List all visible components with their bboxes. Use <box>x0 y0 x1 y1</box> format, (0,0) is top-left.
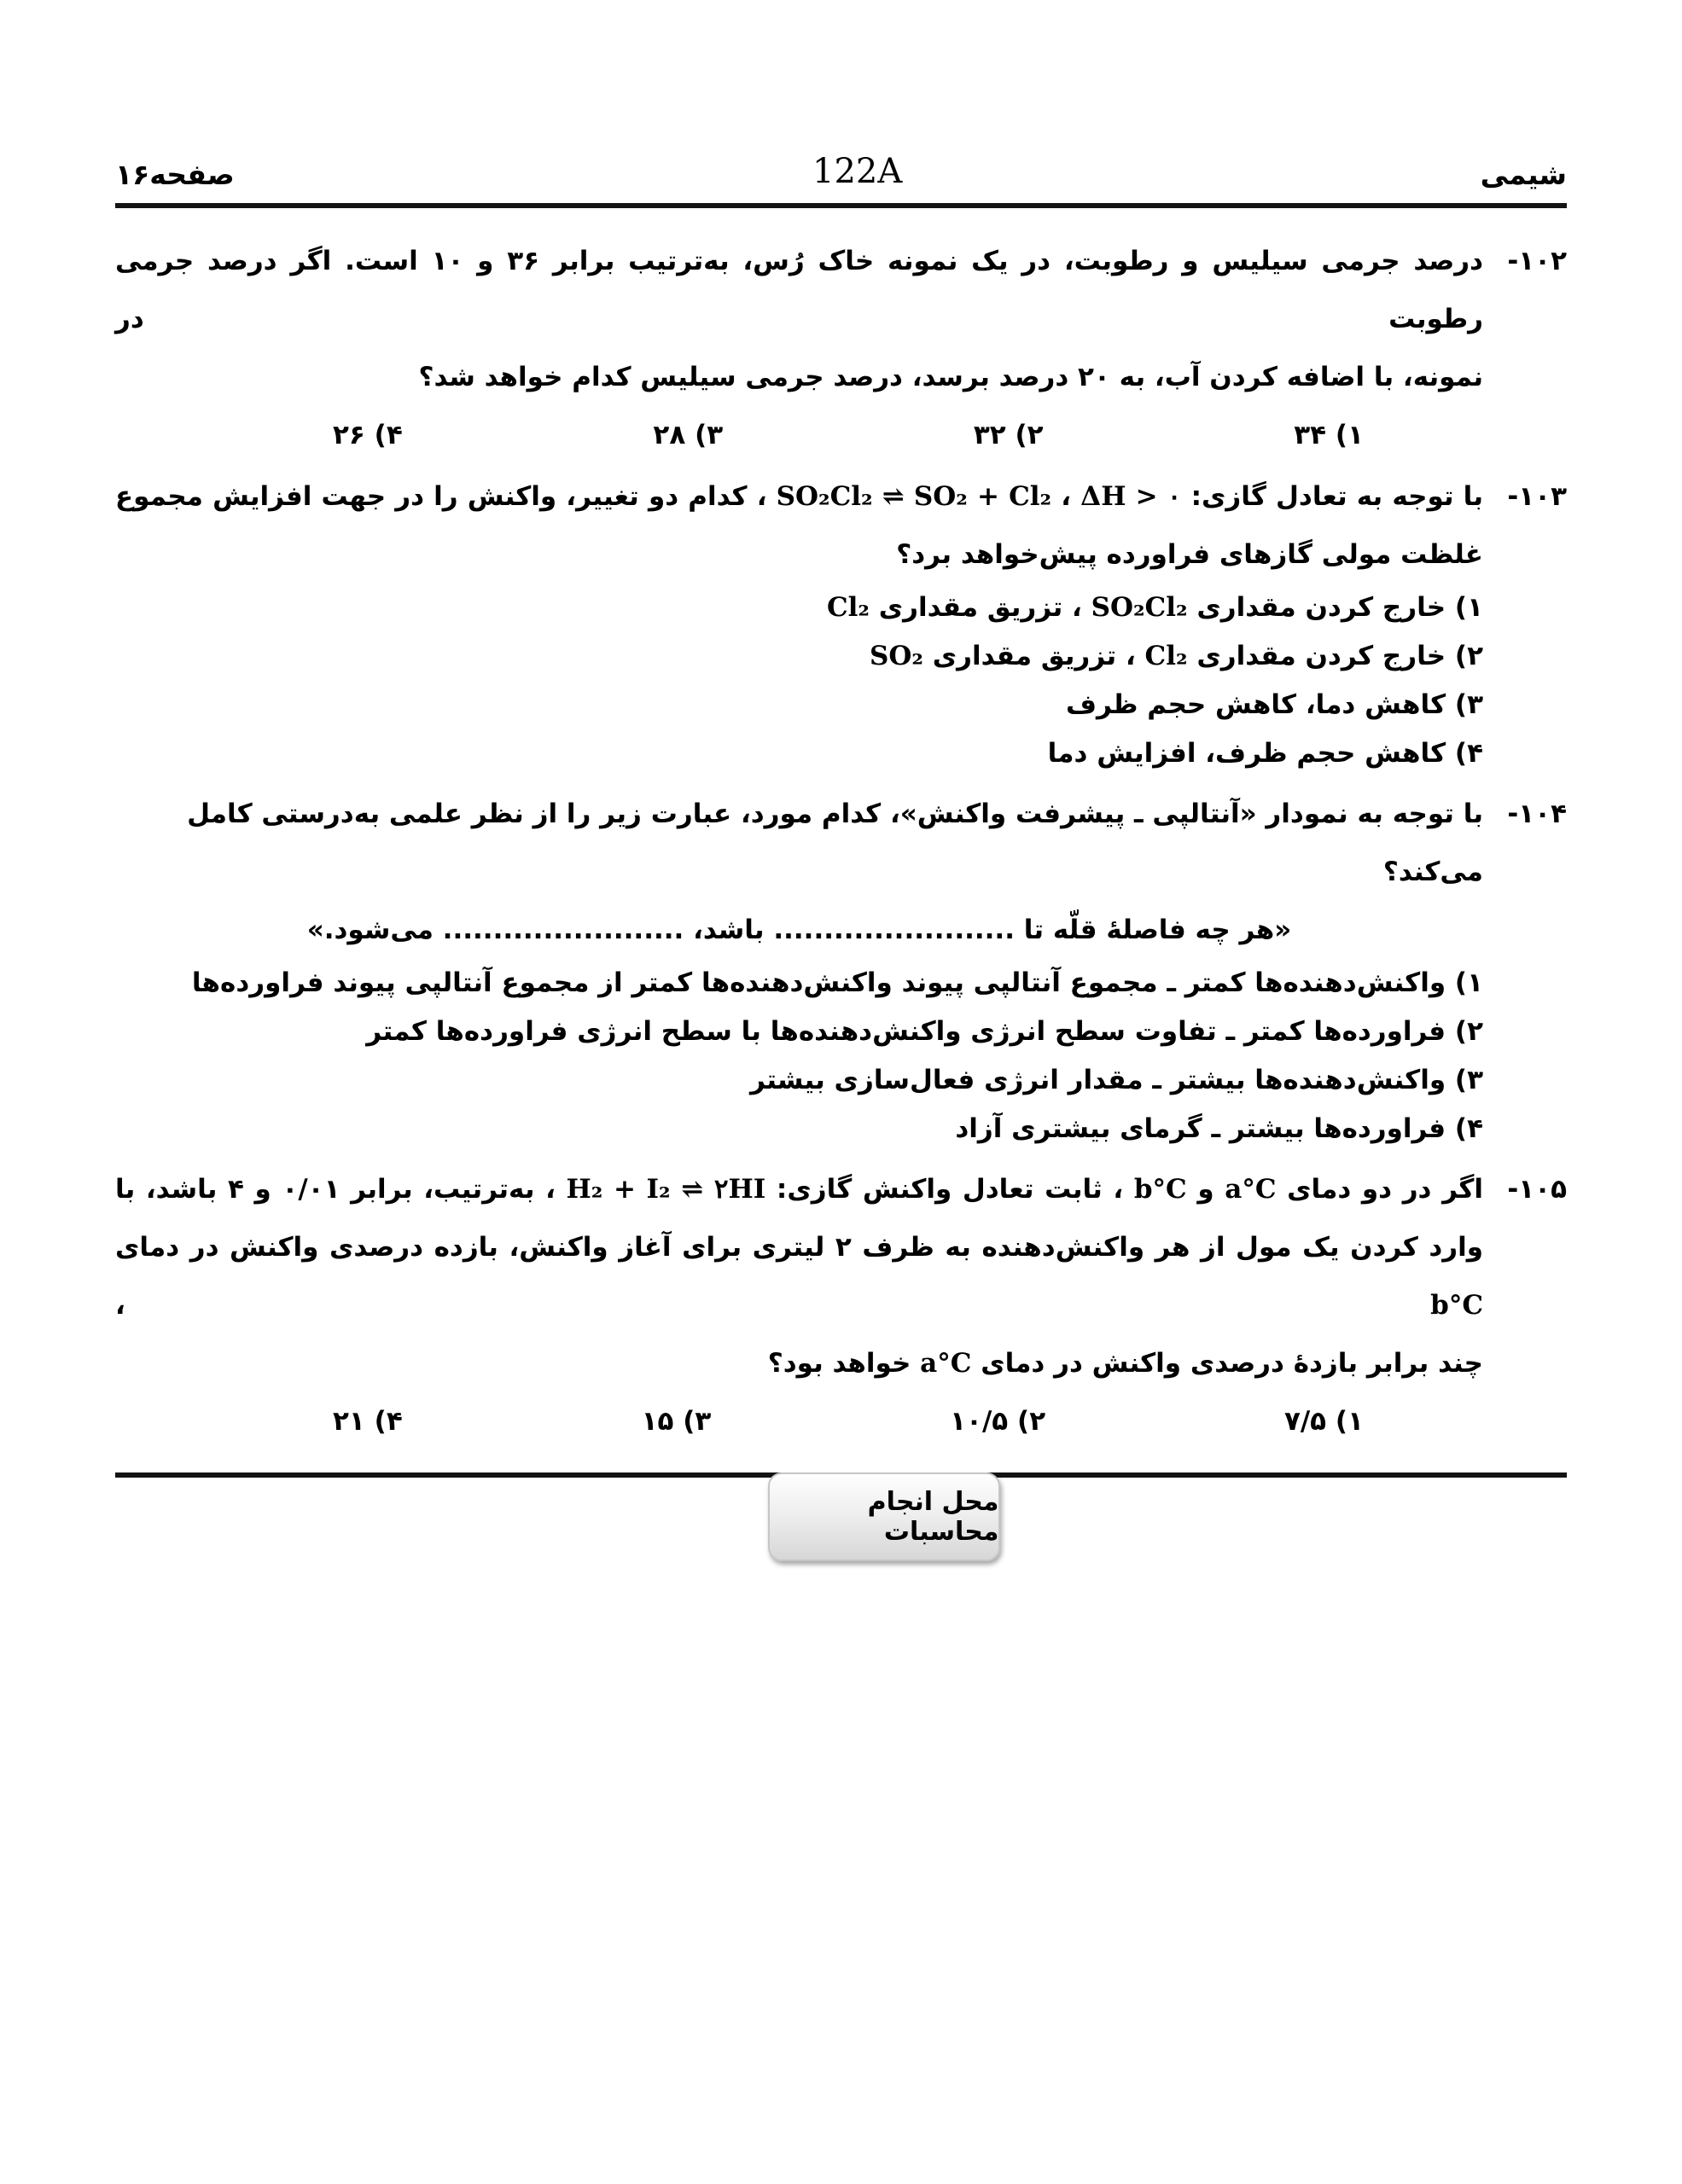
option-marker: ۳) <box>1454 1065 1483 1095</box>
option-marker: ۱) <box>1335 420 1364 450</box>
question-text: اگر در دو دمای <box>1287 1174 1484 1205</box>
question-text-line: درصد جرمی سیلیس و رطوبت، در یک نمونه خاک رُس، به‌ترتیب برابر ۳۶ و ۱۰ است. اگر درصد جرمی رطوبت در <box>115 246 1483 334</box>
question-text-line <box>115 1218 1483 1334</box>
option-marker: ۴) <box>374 420 403 450</box>
page-footer <box>115 1472 1567 1583</box>
page-number: صفحه۱۶ <box>115 158 235 191</box>
option-text: خارج کردن مقداری <box>1196 641 1446 671</box>
temperature-b: b°C <box>1430 1290 1483 1321</box>
page-header <box>115 0 1567 191</box>
option-marker: ۳) <box>683 1406 712 1437</box>
option-marker: ۴) <box>374 1406 403 1437</box>
question-text: خواهد بود؟ <box>767 1348 911 1379</box>
option-text: خارج کردن مقداری <box>1196 592 1446 623</box>
option-marker: ۲) <box>1015 420 1044 450</box>
option-text: فراورده‌ها بیشتر ـ گرمای بیشتری آزاد <box>955 1113 1446 1144</box>
temperature-a: a°C <box>1225 1174 1277 1205</box>
option-text: ۲۶ <box>333 420 365 450</box>
option-marker: ۱) <box>1454 967 1483 998</box>
option-marker: ۱) <box>1454 592 1483 623</box>
option-1 <box>1294 410 1364 461</box>
option-3 <box>115 1056 1483 1105</box>
question-text: ، کدام دو تغییر، واکنش را در جهت افزایش مجموع <box>115 481 767 512</box>
option-text: ۲۱ <box>333 1406 365 1437</box>
question-text-line <box>115 468 1483 526</box>
option-marker: ۲) <box>1454 1016 1483 1047</box>
option-marker: ۴) <box>1454 1113 1483 1144</box>
option-4 <box>333 1396 403 1447</box>
question-text-line: نمونه، با اضافه کردن آب، به ۲۰ درصد برسد، درصد جرمی سیلیس کدام خواهد شد؟ <box>418 362 1483 392</box>
option-2 <box>115 1008 1483 1056</box>
question-number: ۱۰۳- <box>1507 481 1567 512</box>
chemical-formula: Cl₂ <box>826 592 870 623</box>
option-4 <box>115 1105 1483 1153</box>
question-text-line: غلظت مولی گازهای فراورده پیش‌خواهد برد؟ <box>896 539 1483 570</box>
option-text: کاهش دما، کاهش حجم ظرف <box>1065 689 1446 720</box>
option-marker: ۲) <box>1454 641 1483 671</box>
option-2 <box>974 410 1044 461</box>
options-row <box>115 1396 1483 1447</box>
option-text: ۷/۵ <box>1283 1406 1327 1437</box>
question-text: ، ثابت تعادل واکنش گازی: <box>776 1174 1124 1205</box>
option-text: ۲۸ <box>653 420 686 450</box>
question-text: با توجه به تعادل گازی: <box>1190 481 1483 512</box>
question-body <box>115 785 1483 1153</box>
equilibrium-equation: SO₂Cl₂ ⇌ SO₂ + Cl₂ <box>776 481 1052 512</box>
option-text: ۱۰/۵ <box>950 1406 1009 1437</box>
booklet-code: 122A <box>812 152 903 191</box>
question-102 <box>115 232 1567 461</box>
option-marker: ۳) <box>695 420 724 450</box>
option-marker: ۲) <box>1017 1406 1046 1437</box>
chemical-formula: SO₂Cl₂ <box>1091 592 1188 623</box>
option-3 <box>115 681 1483 729</box>
option-marker: ۴) <box>1454 738 1483 769</box>
fill-in-blank-line: «هر چه فاصلۀ قلّه تا ........................ باشد، ........................ می‌شود.» <box>306 915 1292 945</box>
equilibrium-equation: H₂ + I₂ ⇌ ۲HI <box>566 1174 766 1205</box>
question-number: ۱۰۴- <box>1507 799 1567 829</box>
option-text: ، تزریق مقداری <box>878 592 1082 623</box>
question-105 <box>115 1160 1567 1447</box>
option-1 <box>115 959 1483 1008</box>
option-3 <box>653 410 723 461</box>
question-text: ، به‌ترتیب، برابر ۰/۰۱ و ۴ باشد، با <box>115 1174 556 1205</box>
question-text: وارد کردن یک مول از هر واکنش‌دهنده به ظرف ۲ لیتری برای آغاز واکنش، بازده درصدی واکنش در دمای <box>115 1232 1484 1263</box>
option-text: واکنش‌دهنده‌ها کمتر ـ مجموع آنتالپی پیوند واکنش‌دهنده‌ها کمتر از مجموع آنتالپی پیوند فراورده‌ها <box>191 967 1446 998</box>
options-row <box>115 410 1483 461</box>
question-body <box>115 232 1483 461</box>
subject-title: شیمی <box>1480 158 1567 191</box>
question-103 <box>115 468 1567 778</box>
option-4 <box>115 729 1483 778</box>
calculation-area-badge <box>768 1472 1000 1561</box>
option-text: واکنش‌دهنده‌ها بیشتر ـ مقدار انرژی فعال‌سازی بیشتر <box>749 1065 1446 1095</box>
chemical-formula: SO₂ <box>869 641 923 671</box>
option-text: ۱۵ <box>641 1406 674 1437</box>
question-number: ۱۰۲- <box>1507 246 1567 276</box>
option-1 <box>115 584 1483 632</box>
question-104 <box>115 785 1567 1153</box>
option-marker: ۱) <box>1335 1406 1364 1437</box>
option-text: ۳۴ <box>1294 420 1327 450</box>
question-text: ، <box>115 1290 125 1321</box>
comma-separator: ، <box>1061 481 1072 512</box>
calculation-area-label: محل انجام محاسبات <box>867 1487 999 1547</box>
question-text-line <box>115 1334 1483 1392</box>
temperature-a: a°C <box>920 1348 972 1379</box>
question-text: چند برابر بازدۀ درصدی واکنش در دمای <box>981 1348 1483 1379</box>
delta-h-expression: ΔH > ۰ <box>1080 481 1182 512</box>
question-body <box>115 468 1483 778</box>
temperature-b: b°C <box>1133 1174 1187 1205</box>
option-3 <box>642 1396 712 1447</box>
chemical-formula: Cl₂ <box>1144 641 1188 671</box>
questions-area <box>115 208 1567 1447</box>
option-text: کاهش حجم ظرف، افزایش دما <box>1047 738 1446 769</box>
option-2 <box>950 1396 1045 1447</box>
question-body <box>115 1160 1483 1447</box>
option-4 <box>333 410 403 461</box>
option-2 <box>115 632 1483 681</box>
question-text: و <box>1197 1174 1214 1205</box>
option-text: ۳۲ <box>973 420 1006 450</box>
option-text: فراورده‌ها کمتر ـ تفاوت سطح انرژی واکنش‌دهنده‌ها با سطح انرژی فراورده‌ها کمتر <box>366 1016 1446 1047</box>
option-text: ، تزریق مقداری <box>932 641 1136 671</box>
option-marker: ۳) <box>1454 689 1483 720</box>
question-number: ۱۰۵- <box>1507 1174 1567 1205</box>
question-text-line <box>115 1160 1483 1218</box>
option-1 <box>1284 1396 1364 1447</box>
question-text-line: با توجه به نمودار «آنتالپی ـ پیشرفت واکنش»، کدام مورد، عبارت زیر را از نظر علمی به‌درستی کامل می‌کند؟ <box>187 799 1483 887</box>
